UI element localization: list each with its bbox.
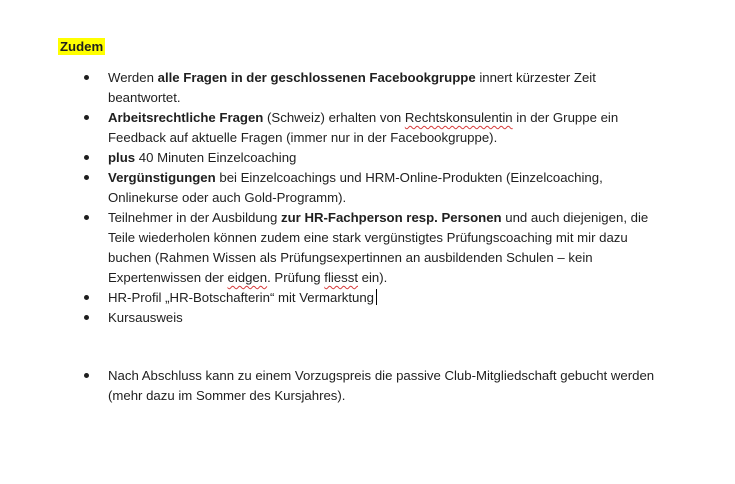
text-run: (Schweiz) erhalten von: [263, 110, 405, 125]
spellcheck-word[interactable]: fliesst: [324, 270, 358, 285]
text-run: (mehr dazu im Sommer des Kursjahres).: [108, 388, 346, 403]
text-run: innert kürzester Zeit: [475, 70, 596, 85]
list-item: [84, 366, 684, 406]
benefits-list: [84, 68, 684, 328]
text-cursor: [376, 289, 377, 305]
bullet-icon: [84, 295, 89, 300]
list-item: [84, 108, 684, 148]
bullet-icon: [84, 115, 89, 120]
text-run: Expertenwissen der: [108, 270, 228, 285]
list-item: [84, 208, 684, 288]
bold-text: alle Fragen in der geschlossenen Facebookgruppe: [157, 70, 476, 85]
bullet-icon: [84, 373, 89, 378]
bold-text: zur HR-Fachperson resp. Personen: [281, 210, 502, 225]
section-heading: Zudem: [60, 39, 104, 54]
bold-text: Vergünstigungen: [108, 170, 216, 185]
text-run: buchen (Rahmen Wissen als Prüfungsexpertinnen an ausbildenden Schulen – kein: [108, 250, 593, 265]
list-item: [84, 288, 684, 308]
list-item: [84, 168, 684, 208]
text-run: Werden: [108, 70, 158, 85]
text-run: Onlinekurse oder auch Gold-Programm).: [108, 190, 347, 205]
bold-text: plus: [108, 150, 136, 165]
text-run: Feedback auf aktuelle Fragen (immer nur in der Facebookgruppe).: [108, 130, 498, 145]
spellcheck-word[interactable]: eidgen: [227, 270, 268, 285]
text-run: Teile wiederholen können zudem eine stark vergünstigtes Prüfungscoaching mit mir dazu: [108, 230, 628, 245]
bold-text: Arbeitsrechtliche Fragen: [108, 110, 264, 125]
text-run: ein).: [358, 270, 388, 285]
text-run: Nach Abschluss kann zu einem Vorzugspreis die passive Club-Mitgliedschaft gebucht werden: [108, 368, 655, 383]
list-item: [84, 308, 684, 328]
text-run: beantwortet.: [108, 90, 181, 105]
text-run: Teilnehmer in der Ausbildung: [108, 210, 282, 225]
club-list: [84, 366, 684, 406]
list-item: [84, 148, 684, 168]
bullet-icon: [84, 155, 89, 160]
spellcheck-word[interactable]: Rechtskonsulentin: [404, 110, 513, 125]
text-run: . Prüfung: [267, 270, 325, 285]
text-run: bei Einzelcoachings und HRM-Online-Produkten (Einzelcoaching,: [215, 170, 603, 185]
list-item: [84, 68, 684, 108]
bullet-icon: [84, 75, 89, 80]
bullet-icon: [84, 215, 89, 220]
text-run: und auch diejenigen, die: [501, 210, 649, 225]
text-run: Kursausweis: [108, 310, 183, 325]
text-run: in der Gruppe ein: [512, 110, 619, 125]
text-run: 40 Minuten Einzelcoaching: [135, 150, 297, 165]
text-run: HR-Profil „HR-Botschafterin“ mit Vermarktung: [108, 290, 375, 305]
bullet-icon: [84, 175, 89, 180]
bullet-icon: [84, 315, 89, 320]
